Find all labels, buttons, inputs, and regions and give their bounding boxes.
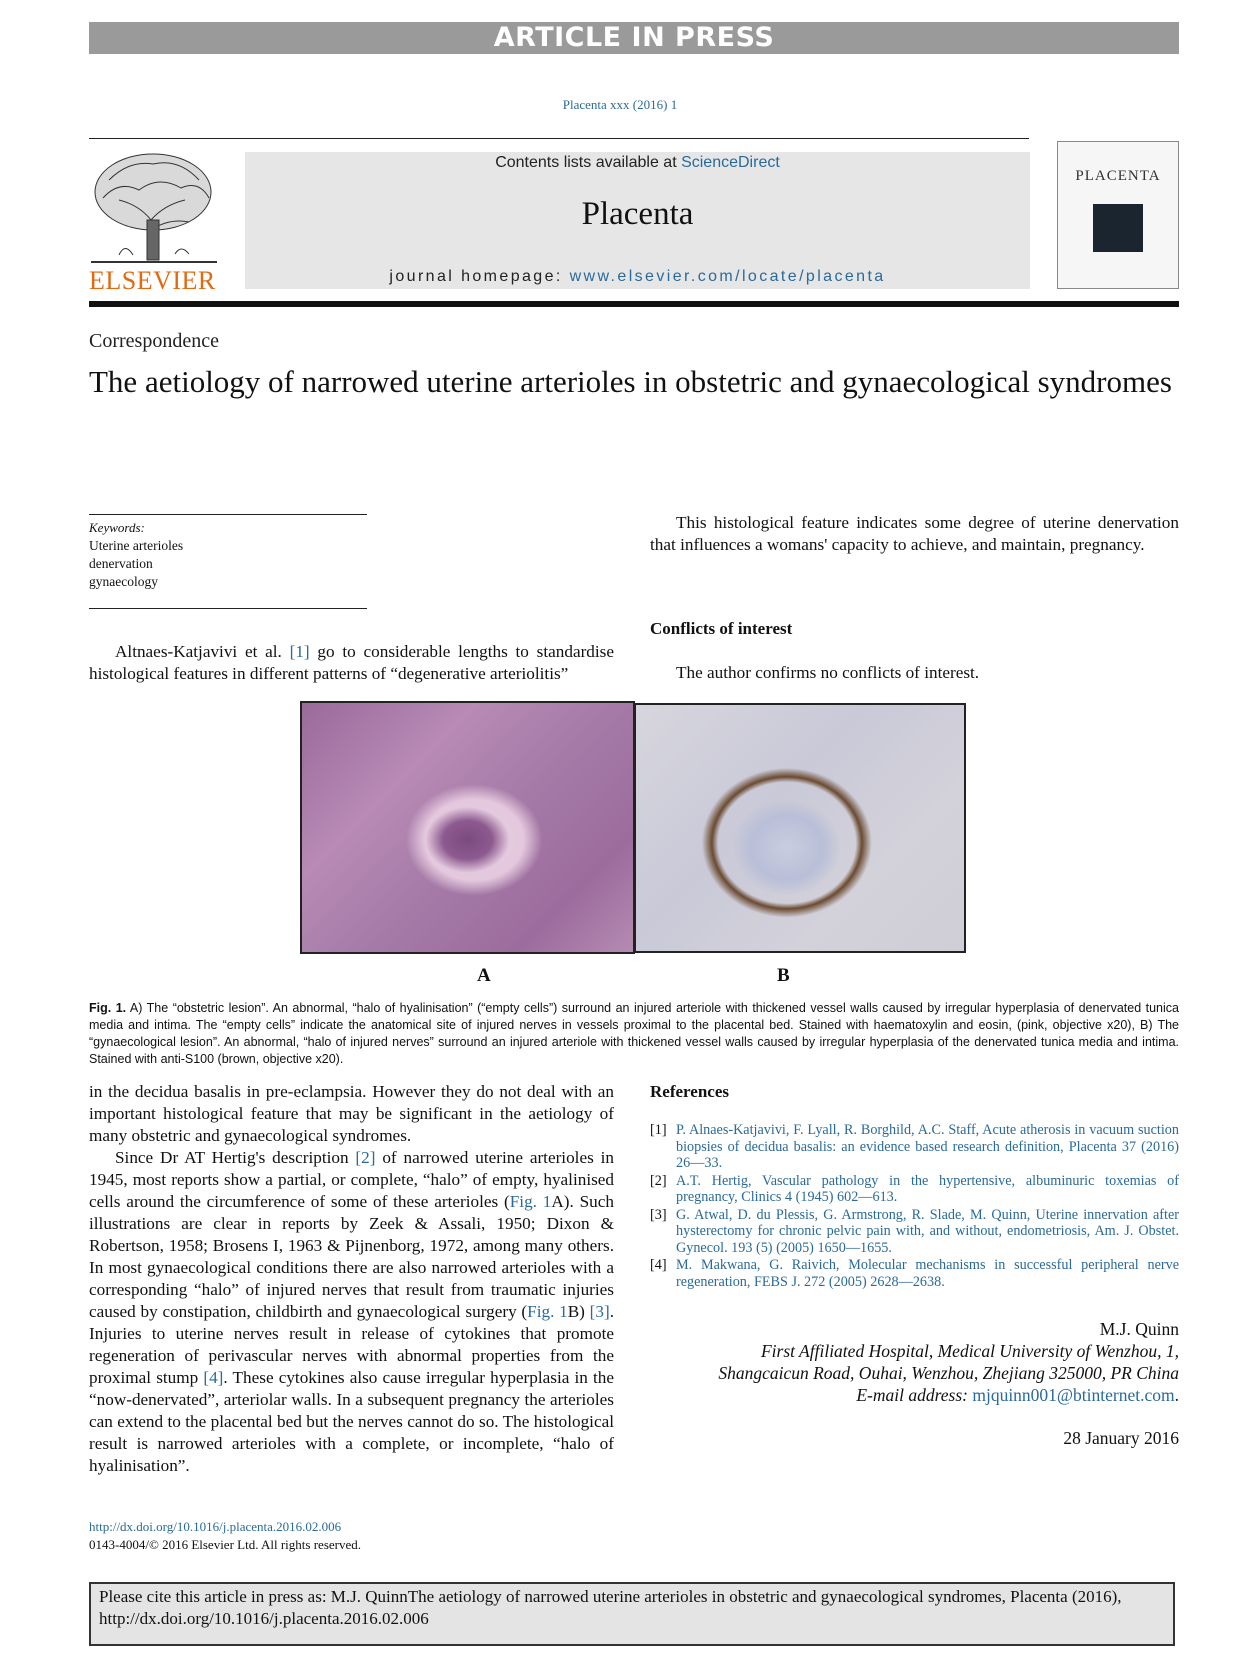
cover-title: PLACENTA [1075,168,1161,184]
keywords-rule-bottom [89,608,367,609]
body-text: A). Such illustrations are clear in reports by Zeek & Assali, 1950; Dixon & Robertson, 1958; Brosens I, 1963 & Pijnenborg, 1972, among many others. In most gynaecological conditions there are also narrowed arterioles with a corresponding “halo” of injured nerves that result from traumatic injuries caused by constipation, childbirth and gynaecological surgery ( [89,1192,614,1321]
references-list [650,1122,1179,1291]
reference-item[interactable] [650,1173,1179,1206]
author-affiliation: Shangcaicun Road, Ouhai, Wenzhou, Zhejiang 325000, PR China [718,1363,1179,1383]
right-paragraph: This histological feature indicates some degree of uterine denervation that influences a womans' capacity to achieve, and maintain, pregnancy. [650,513,1179,554]
reference-number: [3] [650,1206,667,1223]
keyword-item: denervation [89,556,153,571]
homepage-line [245,268,1030,286]
masthead-rule [89,301,1179,307]
reference-text: M. Makwana, G. Raivich, Molecular mechanisms in successful peripheral nerve regeneration, FEBS J. 272 (2005) 2628—2638. [676,1257,1179,1290]
caption-text: A) The “obstetric lesion”. An abnormal, “halo of hyalinisation” (“empty cells”) surround an injured arteriole with thickened vessel walls caused by irregular hyperplasia of denervated tunica media and intima. The “empty cells” indicate the anatomical site of injured nerves in vessels proximal to the placental bed. Stained with haematoxylin and eosin, (pink, objective x20), B) The “gynaecological lesion”. An abnormal, “halo of injured nerves” surround an injured arteriole with thickened vessel walls caused by irregular hyperplasia of the denervated tunica media and intima. Stained with anti-S100 (brown, objective x20). [89,1001,1179,1066]
reference-text: A.T. Hertig, Vascular pathology in the hypertensive, albuminuric toxemias of pregnancy, Clinics 4 (1945) 602—613. [676,1172,1179,1205]
figure-panel-b-label: B [777,965,790,986]
references-heading: References [650,1082,729,1101]
body-text: Since Dr AT Hertig's description [115,1148,356,1167]
figure-1b-link[interactable]: Fig. 1 [527,1302,568,1321]
contents-prefix: Contents lists available at [495,154,682,171]
citation-ref-4[interactable]: [4] [203,1368,224,1387]
keyword-item: Uterine arterioles [89,538,184,553]
keyword-item: gynaecology [89,574,158,589]
body-text: . These cytokines also cause irregular hyperplasia in the “now-denervated”, arteriolar walls. In a subsequent pregnancy the arterioles can extend to the placental bed but the nerves cannot do so. The histological result is narrowed arterioles with a complete, or incomplete, “halo of hyalinisation”. [89,1368,615,1475]
homepage-prefix: journal homepage: [389,268,570,285]
figure-panel-b-image [634,703,966,953]
email-label: E-mail address: [856,1385,973,1405]
reference-number: [4] [650,1257,667,1273]
reference-item[interactable] [650,1122,1179,1172]
body-text: . Injuries to uterine nerves result in release of cytokines that promote regeneration of perivascular nerves with abnormal properties from the proximal stump [89,1302,614,1387]
reference-text: G. Atwal, D. du Plessis, G. Armstrong, R. Slade, M. Quinn, Uterine innervation after hysterectomy for chronic pelvic pain with, and without, endometriosis, Am. J. Obstet. Gynecol. 193 (5) (2005) 1650—1655. [676,1206,1179,1256]
elsevier-tree-icon [89,150,219,268]
reference-number: [2] [650,1172,667,1189]
citation-ref-2[interactable]: [2] [355,1148,376,1167]
journal-title: Placenta [581,196,694,232]
conflicts-heading: Conflicts of interest [650,619,793,638]
intro-paragraph [89,641,614,685]
figure-panel-a-label: A [477,965,491,986]
intro-text-cont: go to considerable lengths to standardise histological features in different patterns of “degenerative arteriolitis” [89,642,614,683]
figure-caption [89,1000,1179,1068]
body-text: of narrowed uterine arterioles in 1945, most reports show a partial, or complete, “halo” of empty, hyalinised cells around the circumference of some of these arterioles ( [89,1148,614,1211]
copyright-notice: 0143-4004/© 2016 Elsevier Ltd. All rights reserved. [89,1537,361,1552]
body-text: B) [567,1302,590,1321]
reference-item[interactable] [650,1207,1179,1257]
citation-ref-1[interactable]: [1] [289,642,310,661]
correspondence-date: 28 January 2016 [1063,1428,1179,1448]
cite-box [89,1582,1175,1646]
journal-masthead [245,152,1030,289]
body-paragraph: in the decidua basalis in pre-eclampsia. However they do not deal with an important histological feature that may be significant in the aetiology of many obstetric and gynaecological syndromes. [89,1082,614,1145]
homepage-link[interactable]: www.elsevier.com/locate/placenta [569,268,886,285]
section-label: Correspondence [89,330,219,352]
conflicts-text: The author confirms no conflicts of interest. [676,663,980,682]
reference-item[interactable] [650,1257,1179,1290]
body-paragraph-main [89,1147,614,1477]
author-name: M.J. Quinn [1099,1319,1179,1339]
email-link[interactable]: mjquinn001@btinternet.com [972,1385,1175,1405]
figure-1a-link[interactable]: Fig. 1 [509,1192,552,1211]
journal-cover[interactable] [1057,141,1179,289]
keywords-rule-top [89,514,367,515]
reference-text: P. Alnaes-Katjavivi, F. Lyall, R. Borghild, A.C. Staff, Acute atherosis in vacuum suction biopsies of decidua basalis: an evidence based research definition, Placenta 37 (2016) 26—33. [676,1122,1179,1171]
keywords-label: Keywords: [89,520,145,535]
article-in-press-banner: ARTICLE IN PRESS [89,22,1179,54]
header-rule [89,138,1029,139]
cover-image [1093,204,1143,252]
sciencedirect-link[interactable]: ScienceDirect [681,154,780,171]
contents-line [245,154,1030,172]
intro-text: Altnaes-Katjavivi et al. [115,642,290,661]
journal-reference[interactable]: Placenta xxx (2016) 1 [562,97,678,112]
figure-panel-a-image [300,701,635,954]
article-title: The aetiology of narrowed uterine arterioles in obstetric and gynaecological syndromes [89,364,1172,399]
cite-doi[interactable]: http://dx.doi.org/10.1016/j.placenta.2016.02.006 [99,1609,429,1628]
author-email-line: E-mail address: mjquinn001@btinternet.com. [856,1385,1179,1405]
elsevier-wordmark: ELSEVIER [89,266,216,295]
caption-label: Fig. 1. [89,1001,127,1015]
cite-text: Please cite this article in press as: M.J. QuinnThe aetiology of narrowed uterine arterioles in obstetric and gynaecological syndromes, Placenta (2016), [99,1587,1122,1606]
author-affiliation: First Affiliated Hospital, Medical University of Wenzhou, 1, [760,1341,1179,1361]
doi-link[interactable]: http://dx.doi.org/10.1016/j.placenta.2016.02.006 [89,1519,342,1534]
citation-ref-3[interactable]: [3] [589,1302,610,1321]
reference-number: [1] [650,1122,667,1138]
